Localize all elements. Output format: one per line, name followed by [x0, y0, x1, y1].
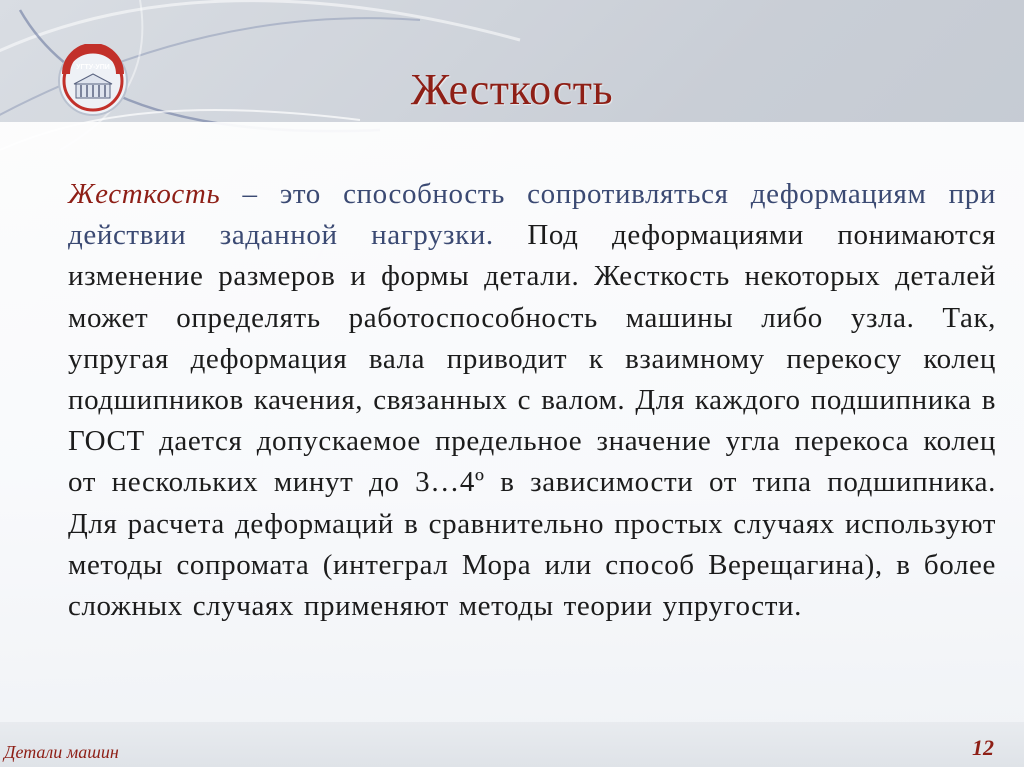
logo-text: УГТУ-УПИ	[76, 64, 110, 71]
page-number: 12	[972, 735, 994, 760]
slide-body	[68, 174, 996, 627]
body-paragraph: Под деформациями понимаются изменение размеров и формы детали. Жесткость некоторых деталей может определять работоспособность машины либо узла. Так, упругая деформация вала приводит к взаимному перекосу колец подшипников качения, связанных с валом. Для каждого подшипника в ГОСТ дается допускаемое предельное значение угла перекоса колец от нескольких минут до 3…4º в зависимости от типа подшипника. Для расчета деформаций в сравнительно простых случаях используют методы сопромата (интеграл Мора или способ Верещагина), в более сложных случаях применяют методы теории упругости.	[68, 219, 996, 623]
footer-band	[0, 722, 1024, 767]
slide-title: Жесткость	[410, 65, 614, 114]
course-name: Детали машин	[4, 742, 119, 762]
defined-term: Жесткость	[68, 178, 221, 210]
term-definition: – это способность сопротивляться деформациям при действии заданной нагрузки.	[68, 178, 996, 252]
